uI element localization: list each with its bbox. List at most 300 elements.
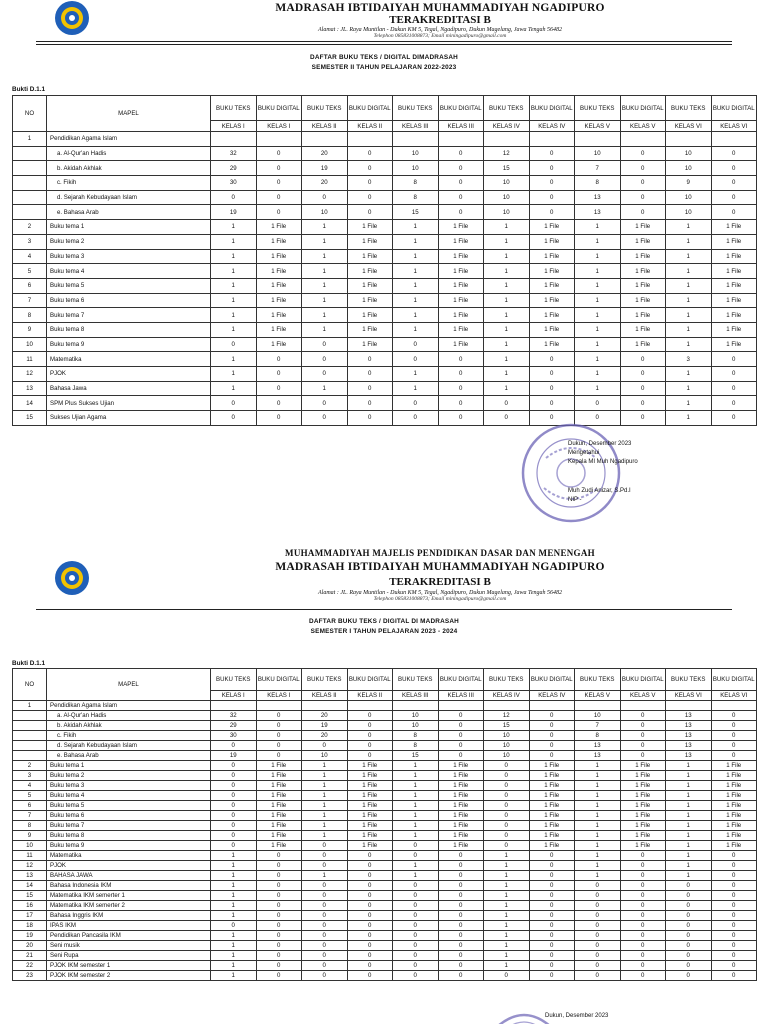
cell-mapel: a. Al-Qur'an Hadis — [47, 711, 211, 721]
cell-value: 0 — [484, 841, 530, 851]
cell-value: 0 — [711, 205, 757, 220]
sign-role: Kepala MI Muh Ngadipuro — [568, 459, 638, 465]
cell-value — [256, 132, 302, 147]
cell-value: 0 — [484, 781, 530, 791]
cell-value: 0 — [302, 861, 348, 871]
cell-value: 1 File — [529, 771, 575, 781]
cell-value: 1 — [575, 220, 621, 235]
cell-value: 1 — [484, 337, 530, 352]
school-name: MADRASAH IBTIDAIYAH MUHAMMADIYAH NGADIPURO — [275, 561, 605, 573]
table-row — [13, 851, 757, 861]
cell-value: 0 — [393, 971, 439, 981]
cell-value: 0 — [620, 741, 666, 751]
cell-mapel: e. Bahasa Arab — [47, 205, 211, 220]
cell-value: 0 — [484, 831, 530, 841]
cell-value: 0 — [347, 961, 393, 971]
cell-value: 1 — [393, 771, 439, 781]
cell-value: 10 — [575, 711, 621, 721]
cell-value: 1 File — [438, 293, 484, 308]
cell-value: 0 — [711, 731, 757, 741]
table-row — [13, 931, 757, 941]
cell-value: 10 — [484, 741, 530, 751]
cell-no: 12 — [13, 367, 47, 382]
cell-value: 1 — [575, 771, 621, 781]
cell-mapel: Bahasa Jawa — [47, 381, 211, 396]
cell-value: 1 File — [347, 293, 393, 308]
cell-no: 8 — [13, 308, 47, 323]
cell-value: 1 — [484, 881, 530, 891]
cell-value: 0 — [666, 961, 712, 971]
cell-value: 1 — [302, 781, 348, 791]
cell-value: 1 File — [711, 264, 757, 279]
cell-value: 1 — [211, 881, 257, 891]
cell-value: 0 — [529, 161, 575, 176]
cell-value: 7 — [575, 161, 621, 176]
cell-value: 1 File — [620, 841, 666, 851]
cell-value: 1 — [575, 322, 621, 337]
cell-value: 0 — [484, 971, 530, 981]
cell-value: 1 — [393, 367, 439, 382]
cell-value: 10 — [484, 731, 530, 741]
cell-value: 0 — [620, 711, 666, 721]
cell-value: 0 — [711, 891, 757, 901]
cell-value: 1 File — [620, 821, 666, 831]
cell-value: 1 File — [347, 761, 393, 771]
header-book-type: BUKU TEKS — [211, 669, 257, 691]
cell-value: 1 File — [438, 781, 484, 791]
cell-value: 0 — [711, 871, 757, 881]
cell-value: 1 File — [347, 249, 393, 264]
header-book-type: BUKU DIGITAL — [620, 669, 666, 691]
cell-mapel: Buku tema 9 — [47, 337, 211, 352]
cell-value: 1 — [666, 861, 712, 871]
cell-value: 1 File — [711, 337, 757, 352]
cell-value: 1 — [484, 951, 530, 961]
cell-value — [484, 701, 530, 711]
header-book-type: BUKU TEKS — [393, 669, 439, 691]
cell-mapel: Buku tema 7 — [47, 308, 211, 323]
cell-value: 0 — [347, 721, 393, 731]
table-row — [13, 841, 757, 851]
cell-no — [13, 721, 47, 731]
table-row — [13, 731, 757, 741]
cell-value — [666, 701, 712, 711]
cell-value: 0 — [438, 931, 484, 941]
cell-value: 19 — [211, 205, 257, 220]
cell-value: 0 — [347, 901, 393, 911]
cell-value: 1 File — [347, 220, 393, 235]
letterhead — [0, 0, 768, 40]
cell-value — [438, 701, 484, 711]
cell-value: 0 — [256, 901, 302, 911]
cell-value: 0 — [302, 921, 348, 931]
cell-value: 1 — [302, 264, 348, 279]
header-kelas: KELAS VI — [711, 691, 757, 701]
cell-value: 0 — [484, 801, 530, 811]
table-row — [13, 264, 757, 279]
telephone-email: Telephon 085831008873; Email miningadipuro@gmail.com — [373, 596, 507, 602]
cell-mapel: PJOK IKM semester 2 — [47, 971, 211, 981]
cell-value: 1 File — [347, 841, 393, 851]
cell-value: 0 — [711, 851, 757, 861]
cell-value: 1 — [211, 961, 257, 971]
cell-no: 19 — [13, 931, 47, 941]
header-kelas: KELAS IV — [529, 691, 575, 701]
header-kelas: KELAS III — [393, 691, 439, 701]
cell-value: 0 — [529, 352, 575, 367]
cell-value: 10 — [666, 205, 712, 220]
cell-value: 0 — [711, 396, 757, 411]
table-row — [13, 771, 757, 781]
table-row — [13, 781, 757, 791]
cell-value: 0 — [438, 891, 484, 901]
cell-value: 0 — [438, 921, 484, 931]
cell-value: 0 — [620, 381, 666, 396]
cell-value: 1 — [666, 234, 712, 249]
cell-value: 0 — [529, 381, 575, 396]
table-row — [13, 190, 757, 205]
cell-value: 1 — [302, 801, 348, 811]
cell-value: 1 — [666, 396, 712, 411]
table-row — [13, 278, 757, 293]
cell-value: 0 — [666, 971, 712, 981]
cell-value: 8 — [393, 176, 439, 191]
header-mapel: MAPEL — [47, 669, 211, 701]
cell-mapel: Buku tema 5 — [47, 278, 211, 293]
cell-value: 1 — [211, 293, 257, 308]
cell-mapel: Matematika IKM semerter 1 — [47, 891, 211, 901]
cell-value: 1 File — [711, 801, 757, 811]
cell-mapel: Seni musik — [47, 941, 211, 951]
cell-value: 0 — [438, 176, 484, 191]
cell-value: 1 File — [438, 811, 484, 821]
signature-block — [545, 1012, 608, 1021]
cell-no: 10 — [13, 337, 47, 352]
cell-value: 1 File — [711, 781, 757, 791]
cell-value: 0 — [211, 337, 257, 352]
cell-value: 1 File — [256, 322, 302, 337]
cell-value: 0 — [211, 190, 257, 205]
cell-value: 0 — [711, 961, 757, 971]
cell-value: 0 — [347, 711, 393, 721]
cell-no: 4 — [13, 249, 47, 264]
cell-value: 0 — [711, 971, 757, 981]
cell-value: 0 — [666, 951, 712, 961]
cell-no: 8 — [13, 821, 47, 831]
cell-value: 0 — [438, 881, 484, 891]
cell-value: 0 — [620, 951, 666, 961]
cell-value: 1 File — [529, 841, 575, 851]
table-row — [13, 871, 757, 881]
cell-value: 1 File — [256, 771, 302, 781]
cell-value: 1 — [575, 871, 621, 881]
cell-value: 1 — [575, 352, 621, 367]
cell-value: 0 — [575, 911, 621, 921]
cell-value: 0 — [211, 821, 257, 831]
cell-value: 0 — [529, 921, 575, 931]
cell-value: 0 — [438, 711, 484, 721]
cell-value: 0 — [620, 861, 666, 871]
cell-mapel: Bahasa Indonesia IKM — [47, 881, 211, 891]
cell-value: 1 — [211, 278, 257, 293]
cell-value: 1 — [393, 278, 439, 293]
cell-value: 0 — [711, 190, 757, 205]
cell-value: 1 — [302, 761, 348, 771]
cell-value: 0 — [529, 941, 575, 951]
table-row — [13, 161, 757, 176]
cell-no: 13 — [13, 871, 47, 881]
header-book-type: BUKU DIGITAL — [438, 669, 484, 691]
table-row — [13, 961, 757, 971]
cell-value: 1 — [302, 234, 348, 249]
cell-value: 1 File — [711, 322, 757, 337]
cell-value: 1 File — [256, 841, 302, 851]
cell-value: 1 — [575, 761, 621, 771]
table-row — [13, 337, 757, 352]
cell-value: 15 — [393, 751, 439, 761]
cell-value: 1 — [484, 293, 530, 308]
cell-value: 0 — [393, 911, 439, 921]
header-book-type: BUKU TEKS — [302, 96, 348, 121]
header-book-type: BUKU DIGITAL — [256, 96, 302, 121]
cell-value: 1 File — [620, 761, 666, 771]
cell-value: 0 — [393, 951, 439, 961]
cell-value: 1 — [211, 951, 257, 961]
cell-value: 1 — [211, 249, 257, 264]
cell-value: 0 — [302, 951, 348, 961]
cell-value: 1 — [666, 841, 712, 851]
cell-value: 0 — [302, 971, 348, 981]
cell-value: 0 — [347, 881, 393, 891]
cell-value: 0 — [575, 971, 621, 981]
header-kelas: KELAS V — [575, 121, 621, 132]
cell-value: 10 — [575, 146, 621, 161]
cell-value: 12 — [484, 146, 530, 161]
cell-value: 32 — [211, 711, 257, 721]
cell-value: 1 File — [347, 308, 393, 323]
cell-value: 0 — [575, 901, 621, 911]
cell-no: 11 — [13, 851, 47, 861]
cell-value: 1 — [484, 367, 530, 382]
cell-value: 1 File — [711, 811, 757, 821]
cell-value: 15 — [393, 205, 439, 220]
cell-value: 0 — [529, 751, 575, 761]
cell-value: 1 — [666, 761, 712, 771]
doc-subtitle: SEMESTER I TAHUN PELAJARAN 2023 - 2024 — [310, 628, 458, 635]
cell-value: 1 File — [620, 293, 666, 308]
cell-value: 1 — [575, 831, 621, 841]
cell-value: 0 — [711, 741, 757, 751]
cell-no: 17 — [13, 911, 47, 921]
cell-value: 0 — [302, 941, 348, 951]
cell-value: 7 — [575, 721, 621, 731]
cell-mapel: c. Fikih — [47, 176, 211, 191]
cell-value: 1 — [666, 381, 712, 396]
cell-value: 1 — [575, 801, 621, 811]
cell-value: 0 — [529, 205, 575, 220]
cell-value: 0 — [620, 931, 666, 941]
cell-value: 1 — [393, 791, 439, 801]
cell-value: 8 — [393, 731, 439, 741]
cell-value: 0 — [211, 831, 257, 841]
cell-value — [620, 132, 666, 147]
cell-value: 10 — [393, 721, 439, 731]
cell-value: 1 File — [438, 278, 484, 293]
cell-value: 0 — [256, 941, 302, 951]
table-row — [13, 322, 757, 337]
org-name: MUHAMMADIYAH MAJELIS PENDIDIKAN DASAR DAN MENENGAH — [285, 548, 595, 558]
cell-no — [13, 146, 47, 161]
cell-value: 1 — [484, 911, 530, 921]
cell-value: 1 — [393, 811, 439, 821]
cell-value: 1 File — [711, 293, 757, 308]
cell-value: 10 — [302, 205, 348, 220]
cell-value: 0 — [302, 841, 348, 851]
cell-value: 0 — [529, 901, 575, 911]
address: Alamat : JL. Raya Muntilan - Dukun KM 5, Tegal, Ngadipuro, Dukun Magelang, Jawa Tengah 56482 — [318, 590, 562, 596]
cell-value: 1 — [302, 308, 348, 323]
cell-value — [347, 132, 393, 147]
cell-value: 1 — [575, 264, 621, 279]
cell-value: 0 — [484, 761, 530, 771]
cell-value: 0 — [529, 731, 575, 741]
cell-value: 1 — [302, 220, 348, 235]
cell-value: 1 — [211, 971, 257, 981]
cell-mapel: BAHASA JAWA — [47, 871, 211, 881]
letterhead-rule — [36, 41, 732, 42]
cell-mapel: Buku tema 5 — [47, 801, 211, 811]
cell-value: 1 File — [438, 831, 484, 841]
cell-value — [347, 701, 393, 711]
cell-value: 1 File — [529, 220, 575, 235]
table-row — [13, 721, 757, 731]
cell-value: 0 — [575, 411, 621, 426]
cell-value: 1 File — [620, 791, 666, 801]
cell-value: 0 — [620, 367, 666, 382]
cell-value: 1 — [302, 771, 348, 781]
cell-value: 1 File — [529, 322, 575, 337]
cell-value: 0 — [438, 190, 484, 205]
document-page-2 — [0, 540, 768, 1024]
books-table-semester-1 — [12, 668, 757, 981]
telephone-email: Telephon 085831008873; Email miningadipuro@gmail.com — [373, 33, 507, 39]
header-kelas: KELAS V — [620, 121, 666, 132]
cell-value: 3 — [666, 352, 712, 367]
cell-no: 3 — [13, 234, 47, 249]
cell-value: 1 — [575, 381, 621, 396]
cell-value: 1 File — [529, 249, 575, 264]
cell-value: 0 — [211, 801, 257, 811]
cell-value: 1 — [302, 811, 348, 821]
cell-value: 0 — [393, 851, 439, 861]
cell-value: 1 — [666, 791, 712, 801]
cell-value: 1 File — [620, 811, 666, 821]
header-book-type: BUKU TEKS — [302, 669, 348, 691]
header-kelas: KELAS VI — [711, 121, 757, 132]
cell-value: 1 — [211, 861, 257, 871]
table-row — [13, 761, 757, 771]
cell-value: 0 — [347, 411, 393, 426]
cell-value: 8 — [393, 190, 439, 205]
cell-value: 0 — [256, 731, 302, 741]
cell-value: 0 — [211, 921, 257, 931]
cell-value: 1 File — [620, 781, 666, 791]
cell-value: 1 File — [529, 801, 575, 811]
cell-value: 0 — [393, 841, 439, 851]
cell-value: 0 — [347, 161, 393, 176]
cell-value: 0 — [711, 367, 757, 382]
table-row — [13, 234, 757, 249]
cell-value: 0 — [211, 741, 257, 751]
cell-value: 0 — [438, 971, 484, 981]
cell-value: 0 — [393, 961, 439, 971]
header-book-type: BUKU TEKS — [666, 669, 712, 691]
cell-value: 1 — [393, 249, 439, 264]
cell-value: 1 — [484, 264, 530, 279]
cell-value: 1 File — [529, 791, 575, 801]
cell-value: 0 — [438, 911, 484, 921]
cell-value: 1 — [211, 264, 257, 279]
cell-mapel: Buku tema 1 — [47, 220, 211, 235]
cell-value: 1 File — [438, 791, 484, 801]
cell-value: 0 — [347, 751, 393, 761]
header-kelas: KELAS II — [302, 121, 348, 132]
cell-value: 0 — [347, 731, 393, 741]
cell-value: 30 — [211, 731, 257, 741]
cell-value: 0 — [438, 367, 484, 382]
cell-mapel: b. Akidah Akhlak — [47, 161, 211, 176]
cell-value — [711, 132, 757, 147]
header-kelas: KELAS I — [256, 121, 302, 132]
cell-value: 0 — [575, 891, 621, 901]
cell-value: 1 — [211, 941, 257, 951]
header-kelas: KELAS I — [211, 691, 257, 701]
cell-value: 0 — [438, 751, 484, 761]
cell-no: 9 — [13, 322, 47, 337]
table-row — [13, 821, 757, 831]
header-book-type: BUKU TEKS — [484, 669, 530, 691]
cell-value: 1 File — [711, 308, 757, 323]
cell-no: 2 — [13, 220, 47, 235]
cell-value: 0 — [711, 911, 757, 921]
cell-no — [13, 711, 47, 721]
cell-value: 1 File — [711, 234, 757, 249]
cell-no: 10 — [13, 841, 47, 851]
cell-value: 1 File — [347, 811, 393, 821]
table-row — [13, 951, 757, 961]
cell-value: 0 — [347, 367, 393, 382]
cell-value: 0 — [256, 146, 302, 161]
cell-value: 0 — [211, 771, 257, 781]
cell-value: 0 — [256, 367, 302, 382]
cell-mapel: Buku tema 8 — [47, 831, 211, 841]
cell-value: 0 — [529, 971, 575, 981]
cell-value: 1 File — [529, 308, 575, 323]
cell-value: 0 — [620, 176, 666, 191]
cell-value: 0 — [302, 396, 348, 411]
cell-value: 0 — [438, 951, 484, 961]
cell-value: 1 — [666, 821, 712, 831]
cell-no: 7 — [13, 293, 47, 308]
cell-value: 20 — [302, 146, 348, 161]
cell-value: 1 — [666, 811, 712, 821]
cell-value: 1 File — [438, 322, 484, 337]
cell-value: 10 — [393, 146, 439, 161]
cell-value: 1 File — [711, 831, 757, 841]
cell-no: 5 — [13, 264, 47, 279]
cell-value: 0 — [620, 352, 666, 367]
header-kelas: KELAS I — [256, 691, 302, 701]
